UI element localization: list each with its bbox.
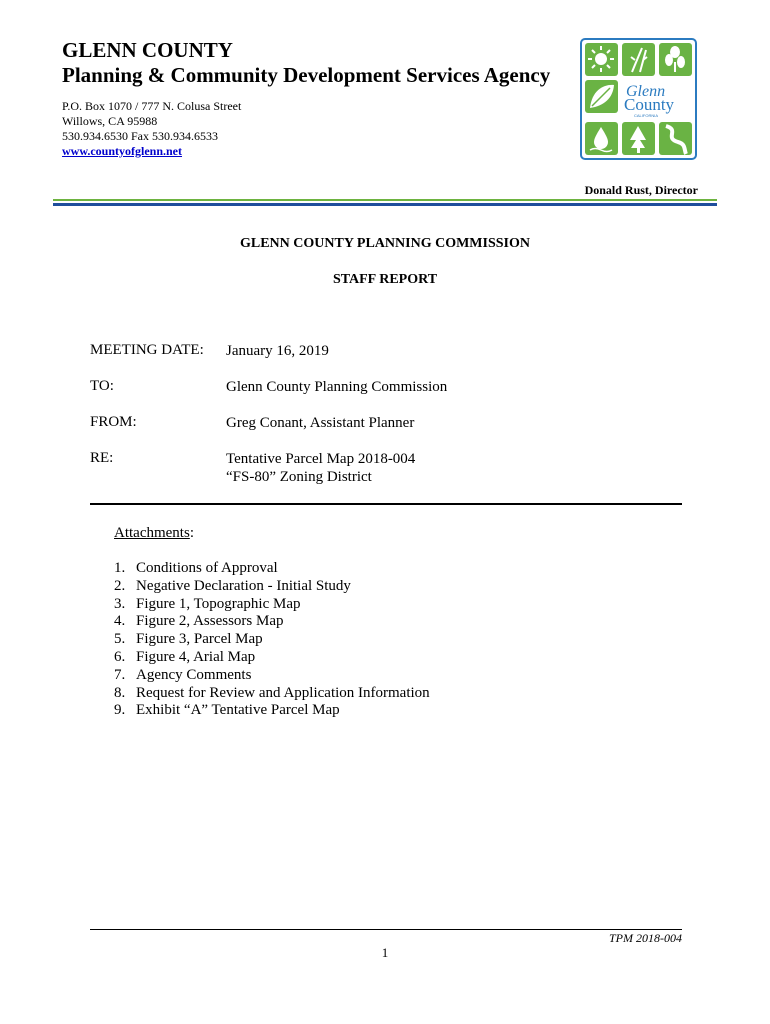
list-item bbox=[114, 649, 430, 667]
director-name: Donald Rust, Director bbox=[584, 183, 698, 197]
list-item-text: Figure 3, Parcel Map bbox=[136, 631, 263, 648]
list-item bbox=[114, 631, 430, 649]
report-title: STAFF REPORT bbox=[332, 272, 438, 287]
meeting-date-label: MEETING DATE: bbox=[90, 342, 204, 358]
list-number: 8. bbox=[114, 684, 126, 701]
list-item-text: Agency Comments bbox=[136, 666, 252, 683]
agency-name: Planning & Community Development Services Agency bbox=[62, 63, 551, 87]
list-number: 1. bbox=[114, 560, 126, 576]
list-item bbox=[114, 613, 430, 631]
to-value: Glenn County Planning Commission bbox=[226, 379, 448, 395]
header-rule-green bbox=[53, 199, 717, 201]
attachments-colon: : bbox=[189, 525, 194, 541]
meeting-date-value: January 16, 2019 bbox=[226, 343, 329, 359]
re-line-1: Tentative Parcel Map 2018-004 bbox=[226, 451, 416, 467]
attachments-heading bbox=[114, 525, 194, 542]
address-block bbox=[62, 99, 241, 159]
commission-title: GLENN COUNTY PLANNING COMMISSION bbox=[239, 236, 530, 251]
phone-fax: 530.934.6530 Fax 530.934.6533 bbox=[62, 129, 218, 143]
list-item-text: Figure 4, Arial Map bbox=[136, 648, 256, 665]
list-number: 4. bbox=[114, 613, 126, 630]
re-label: RE: bbox=[90, 450, 114, 466]
list-item-text: Exhibit “A” Tentative Parcel Map bbox=[136, 702, 340, 719]
county-logo bbox=[580, 38, 697, 160]
list-number: 5. bbox=[114, 631, 126, 648]
list-number: 2. bbox=[114, 577, 126, 594]
list-number: 6. bbox=[114, 648, 126, 665]
list-item bbox=[114, 560, 430, 578]
logo-state: CALIFORNIA bbox=[634, 113, 659, 118]
logo-county: County bbox=[624, 95, 675, 114]
header-rule-blue bbox=[53, 203, 717, 206]
from-value: Greg Conant, Assistant Planner bbox=[226, 415, 415, 431]
list-item bbox=[114, 596, 430, 614]
list-item-text: Request for Review and Application Information bbox=[136, 684, 430, 701]
page-number: 1 bbox=[381, 945, 389, 960]
list-item bbox=[114, 702, 430, 720]
org-name: GLENN COUNTY bbox=[62, 38, 233, 62]
re-value bbox=[226, 450, 415, 486]
address-street: P.O. Box 1070 / 777 N. Colusa Street bbox=[62, 99, 242, 113]
from-label: FROM: bbox=[90, 414, 137, 430]
list-item bbox=[114, 578, 430, 596]
footer-rule bbox=[90, 929, 682, 930]
list-item bbox=[114, 685, 430, 703]
list-number: 9. bbox=[114, 702, 126, 719]
list-number: 7. bbox=[114, 666, 126, 683]
list-item bbox=[114, 667, 430, 685]
list-item-text: Conditions of Approval bbox=[136, 560, 278, 576]
logo-glenn: Glenn bbox=[626, 83, 666, 100]
list-number: 3. bbox=[114, 595, 126, 612]
footer-reference: TPM 2018-004 bbox=[609, 931, 682, 945]
to-label: TO: bbox=[90, 378, 114, 394]
attachments-heading-text: Attachments bbox=[114, 525, 190, 541]
list-item-text: Figure 2, Assessors Map bbox=[136, 613, 284, 630]
list-item-text: Negative Declaration - Initial Study bbox=[136, 577, 351, 594]
website-link[interactable]: www.countyofglenn.net bbox=[62, 144, 183, 158]
list-item-text: Figure 1, Topographic Map bbox=[136, 595, 301, 612]
re-line-2: “FS-80” Zoning District bbox=[226, 469, 372, 485]
attachments-list bbox=[114, 560, 430, 720]
section-divider bbox=[90, 503, 682, 505]
address-city: Willows, CA 95988 bbox=[62, 114, 158, 128]
